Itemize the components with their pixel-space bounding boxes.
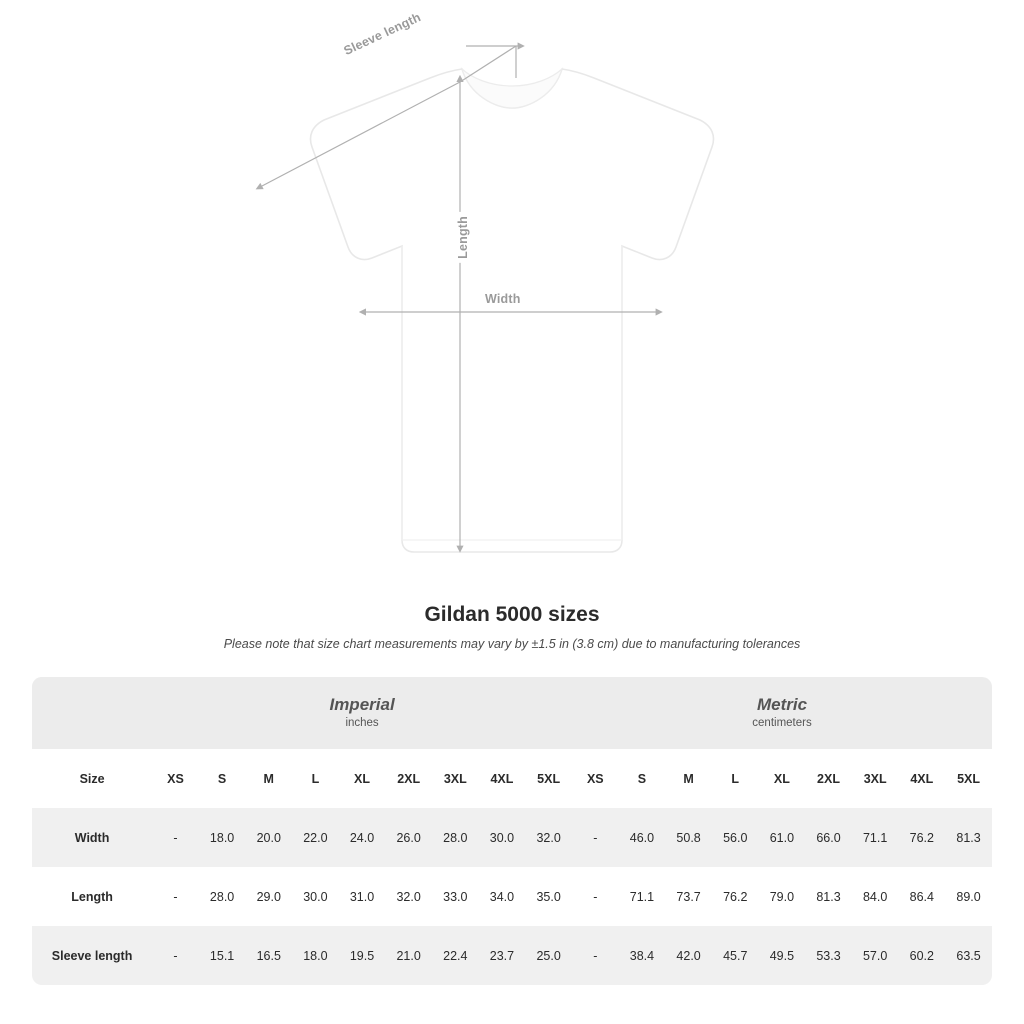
size-header-metric-3xl: 3XL: [863, 771, 887, 786]
cell-length-imperial-m: 29.0: [245, 867, 292, 926]
size-chart-table-wrapper: [32, 677, 992, 985]
size-header-metric-xs: XS: [586, 771, 604, 786]
cell-length-metric-xs: -: [572, 867, 619, 926]
cell-sleeve-metric-4xl: 60.2: [898, 926, 945, 985]
unit-header-metric: [572, 677, 992, 749]
cell-length-metric-xl: 79.0: [759, 867, 806, 926]
label-width: Width: [481, 292, 525, 306]
size-header-imperial-m: M: [263, 771, 274, 786]
cell-width-metric-l: 56.0: [712, 808, 759, 867]
size-header-imperial-4xl: 4XL: [490, 771, 514, 786]
cell-width-imperial-xs: -: [152, 808, 199, 867]
cell-width-imperial-l: 22.0: [292, 808, 339, 867]
unit-sub-imperial: inches: [345, 717, 379, 729]
cell-sleeve-imperial-xs: -: [152, 926, 199, 985]
size-header-metric-s: S: [637, 771, 647, 786]
size-header-imperial-5xl: 5XL: [537, 771, 561, 786]
label-length: Length: [456, 212, 470, 263]
label-sleeve-length: Sleeve length: [338, 8, 427, 59]
table-row: [32, 808, 992, 867]
size-header-imperial-xl: XL: [354, 771, 371, 786]
size-header-imperial-l: L: [311, 771, 320, 786]
cell-sleeve-metric-m: 42.0: [665, 926, 712, 985]
cell-length-metric-l: 76.2: [712, 867, 759, 926]
cell-length-metric-s: 71.1: [619, 867, 666, 926]
cell-length-imperial-2xl: 32.0: [385, 867, 432, 926]
cell-length-imperial-5xl: 35.0: [525, 867, 572, 926]
size-header-imperial-s: S: [217, 771, 227, 786]
cell-sleeve-metric-xl: 49.5: [759, 926, 806, 985]
cell-width-metric-4xl: 76.2: [898, 808, 945, 867]
size-header-metric-2xl: 2XL: [817, 771, 840, 786]
cell-width-metric-5xl: 81.3: [945, 808, 992, 867]
cell-sleeve-metric-l: 45.7: [712, 926, 759, 985]
size-header-metric-xl: XL: [773, 771, 790, 786]
cell-length-imperial-l: 30.0: [292, 867, 339, 926]
cell-sleeve-imperial-m: 16.5: [245, 926, 292, 985]
size-header-imperial-3xl: 3XL: [443, 771, 467, 786]
size-label-cell: Size: [79, 771, 105, 786]
cell-sleeve-imperial-2xl: 21.0: [385, 926, 432, 985]
cell-sleeve-metric-xs: -: [572, 926, 619, 985]
cell-sleeve-metric-s: 38.4: [619, 926, 666, 985]
cell-width-imperial-xl: 24.0: [339, 808, 386, 867]
cell-width-imperial-2xl: 26.0: [385, 808, 432, 867]
table-row: [32, 926, 992, 985]
table-corner-cell: [32, 677, 152, 749]
size-header-metric-4xl: 4XL: [910, 771, 934, 786]
cell-length-imperial-3xl: 33.0: [432, 867, 479, 926]
cell-width-imperial-5xl: 32.0: [525, 808, 572, 867]
cell-sleeve-metric-5xl: 63.5: [945, 926, 992, 985]
unit-header-row: [32, 677, 992, 749]
unit-header-imperial: [152, 677, 572, 749]
cell-sleeve-imperial-3xl: 22.4: [432, 926, 479, 985]
cell-length-imperial-xl: 31.0: [339, 867, 386, 926]
cell-sleeve-imperial-s: 15.1: [199, 926, 246, 985]
cell-sleeve-imperial-5xl: 25.0: [525, 926, 572, 985]
row-label-width: Width: [32, 808, 152, 867]
row-label-length: Length: [32, 867, 152, 926]
cell-width-imperial-m: 20.0: [245, 808, 292, 867]
unit-name-metric: Metric: [756, 694, 808, 714]
page-title: Gildan 5000 sizes: [424, 603, 600, 626]
size-header-row: [32, 749, 992, 808]
size-chart-table: [32, 677, 992, 985]
cell-length-imperial-4xl: 34.0: [479, 867, 526, 926]
cell-width-metric-m: 50.8: [665, 808, 712, 867]
page-subtitle: Please note that size chart measurements may vary by ±1.5 in (3.8 cm) due to manufacturing tolerances: [223, 637, 801, 651]
cell-length-imperial-xs: -: [152, 867, 199, 926]
shirt-shape: [311, 69, 714, 552]
cell-sleeve-metric-2xl: 53.3: [805, 926, 852, 985]
cell-width-imperial-4xl: 30.0: [479, 808, 526, 867]
cell-sleeve-imperial-l: 18.0: [292, 926, 339, 985]
cell-width-metric-s: 46.0: [619, 808, 666, 867]
cell-width-imperial-s: 18.0: [199, 808, 246, 867]
row-label-sleeve-length: Sleeve length: [32, 926, 152, 985]
cell-length-metric-5xl: 89.0: [945, 867, 992, 926]
cell-length-metric-4xl: 86.4: [898, 867, 945, 926]
cell-length-metric-m: 73.7: [665, 867, 712, 926]
cell-sleeve-imperial-xl: 19.5: [339, 926, 386, 985]
cell-width-metric-2xl: 66.0: [805, 808, 852, 867]
cell-length-metric-2xl: 81.3: [805, 867, 852, 926]
unit-name-imperial: Imperial: [329, 694, 395, 714]
size-header-metric-5xl: 5XL: [957, 771, 981, 786]
unit-sub-metric: centimeters: [752, 717, 812, 729]
size-header-imperial-2xl: 2XL: [397, 771, 421, 786]
size-header-metric-l: L: [731, 771, 740, 786]
size-header-metric-m: M: [683, 771, 694, 786]
cell-width-metric-xs: -: [572, 808, 619, 867]
cell-sleeve-metric-3xl: 57.0: [852, 926, 899, 985]
cell-length-metric-3xl: 84.0: [852, 867, 899, 926]
cell-width-metric-xl: 61.0: [759, 808, 806, 867]
table-row: [32, 867, 992, 926]
cell-sleeve-imperial-4xl: 23.7: [479, 926, 526, 985]
cell-width-imperial-3xl: 28.0: [432, 808, 479, 867]
cell-length-imperial-s: 28.0: [199, 867, 246, 926]
cell-width-metric-3xl: 71.1: [852, 808, 899, 867]
size-header-imperial-xs: XS: [167, 771, 184, 786]
